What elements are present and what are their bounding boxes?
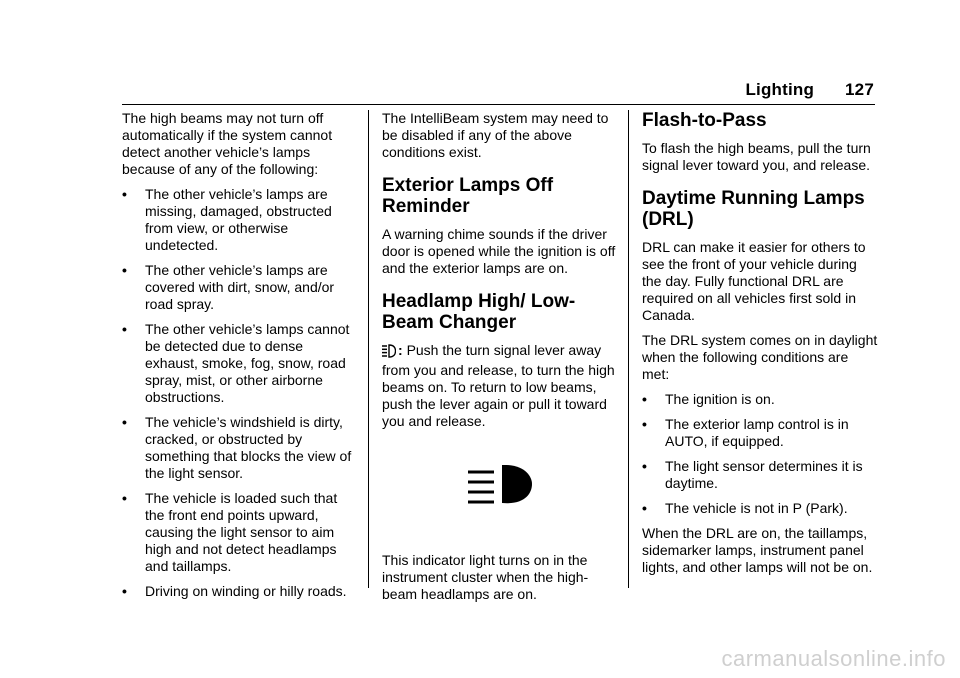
bullet-dot: • <box>642 416 647 432</box>
bullet-dot: • <box>122 583 127 599</box>
drl-paragraph-2: The DRL system comes on in daylight when the following conditions are met: <box>642 332 878 382</box>
column-2 <box>382 110 618 611</box>
list-item-text: The vehicle is not in P (Park). <box>665 500 848 516</box>
column-divider-2 <box>628 110 629 588</box>
list-item <box>122 414 358 482</box>
page-header <box>745 80 874 100</box>
list-item-text: The other vehicle’s lamps cannot be detected due to dense exhaust, smoke, fog, snow, road spray, mist, or other airborne obstructions. <box>145 321 350 405</box>
list-item-text: The other vehicle’s lamps are covered with dirt, snow, and/or road spray. <box>145 262 335 312</box>
heading-daytime-running-lamps: Daytime Running Lamps (DRL) <box>642 188 865 230</box>
intro-paragraph: The high beams may not turn off automatically if the system cannot detect another vehicle’s lamps because of any of the following: <box>122 110 333 177</box>
heading-headlamp-changer: Headlamp High/ Low-Beam Changer <box>382 291 576 333</box>
bullet-list <box>122 186 358 600</box>
list-item-text: The ignition is on. <box>665 391 775 407</box>
list-item <box>642 416 878 450</box>
drl-paragraph-3: When the DRL are on, the taillamps, sidemarker lamps, instrument panel lights, and other lamps will not be on. <box>642 525 873 575</box>
bullet-dot: • <box>642 391 647 407</box>
icon-colon: : <box>398 342 403 358</box>
list-item-text: The exterior lamp control is in AUTO, if equipped. <box>665 416 849 449</box>
list-item-text: The vehicle’s windshield is dirty, cracked, or obstructed by something that blocks the view of the light sensor. <box>145 414 352 481</box>
drl-bullet-list <box>642 391 878 517</box>
header-divider <box>122 104 875 105</box>
list-item <box>122 262 358 313</box>
high-beam-indicator-icon <box>462 462 542 518</box>
flash-paragraph: To flash the high beams, pull the turn signal lever toward you, and release. <box>642 140 871 173</box>
intellibeam-paragraph: The IntelliBeam system may need to be disabled if any of the above conditions exist. <box>382 110 609 160</box>
page-number: 127 <box>845 80 874 99</box>
exterior-paragraph: A warning chime sounds if the driver door is opened while the ignition is off and the exterior lamps are on. <box>382 226 616 276</box>
bullet-dot: • <box>122 414 127 430</box>
list-item <box>642 458 878 492</box>
headlamp-paragraph <box>382 342 618 430</box>
column-1 <box>122 110 358 608</box>
section-title: Lighting <box>745 80 815 99</box>
list-item-text: Driving on winding or hilly roads. <box>145 583 347 599</box>
bullet-dot: • <box>122 262 127 278</box>
bullet-dot: • <box>642 500 647 516</box>
high-beam-icon <box>382 344 396 362</box>
heading-flash-to-pass: Flash-to-Pass <box>642 110 767 131</box>
drl-paragraph-1: DRL can make it easier for others to see the front of your vehicle during the day. Fully functional DRL are required on all vehicles first sold in Canada. <box>642 239 866 323</box>
list-item <box>642 391 878 408</box>
column-divider-1 <box>368 110 369 588</box>
bullet-dot: • <box>122 321 127 337</box>
headlamp-text: Push the turn signal lever away from you and release, to turn the high beams on. To return to low beams, push the lever again or pull it toward you and release. <box>382 342 615 429</box>
list-item <box>642 500 878 517</box>
list-item-text: The light sensor determines it is daytime. <box>665 458 863 491</box>
list-item-text: The other vehicle’s lamps are missing, damaged, obstructed from view, or otherwise undetected. <box>145 186 332 253</box>
list-item-text: The vehicle is loaded such that the front end points upward, causing the light sensor to aim high and not detect headlamps and taillamps. <box>145 490 338 574</box>
list-item <box>122 583 358 600</box>
heading-exterior-lamps-off: Exterior Lamps Off Reminder <box>382 175 554 217</box>
bullet-dot: • <box>122 490 127 506</box>
bullet-dot: • <box>122 186 127 202</box>
list-item <box>122 490 358 575</box>
column-3 <box>642 110 878 584</box>
indicator-paragraph: This indicator light turns on in the instrument cluster when the high-beam headlamps are on. <box>382 552 589 602</box>
bullet-dot: • <box>642 458 647 474</box>
list-item <box>122 186 358 254</box>
list-item <box>122 321 358 406</box>
watermark: carmanualsonline.info <box>721 646 946 671</box>
